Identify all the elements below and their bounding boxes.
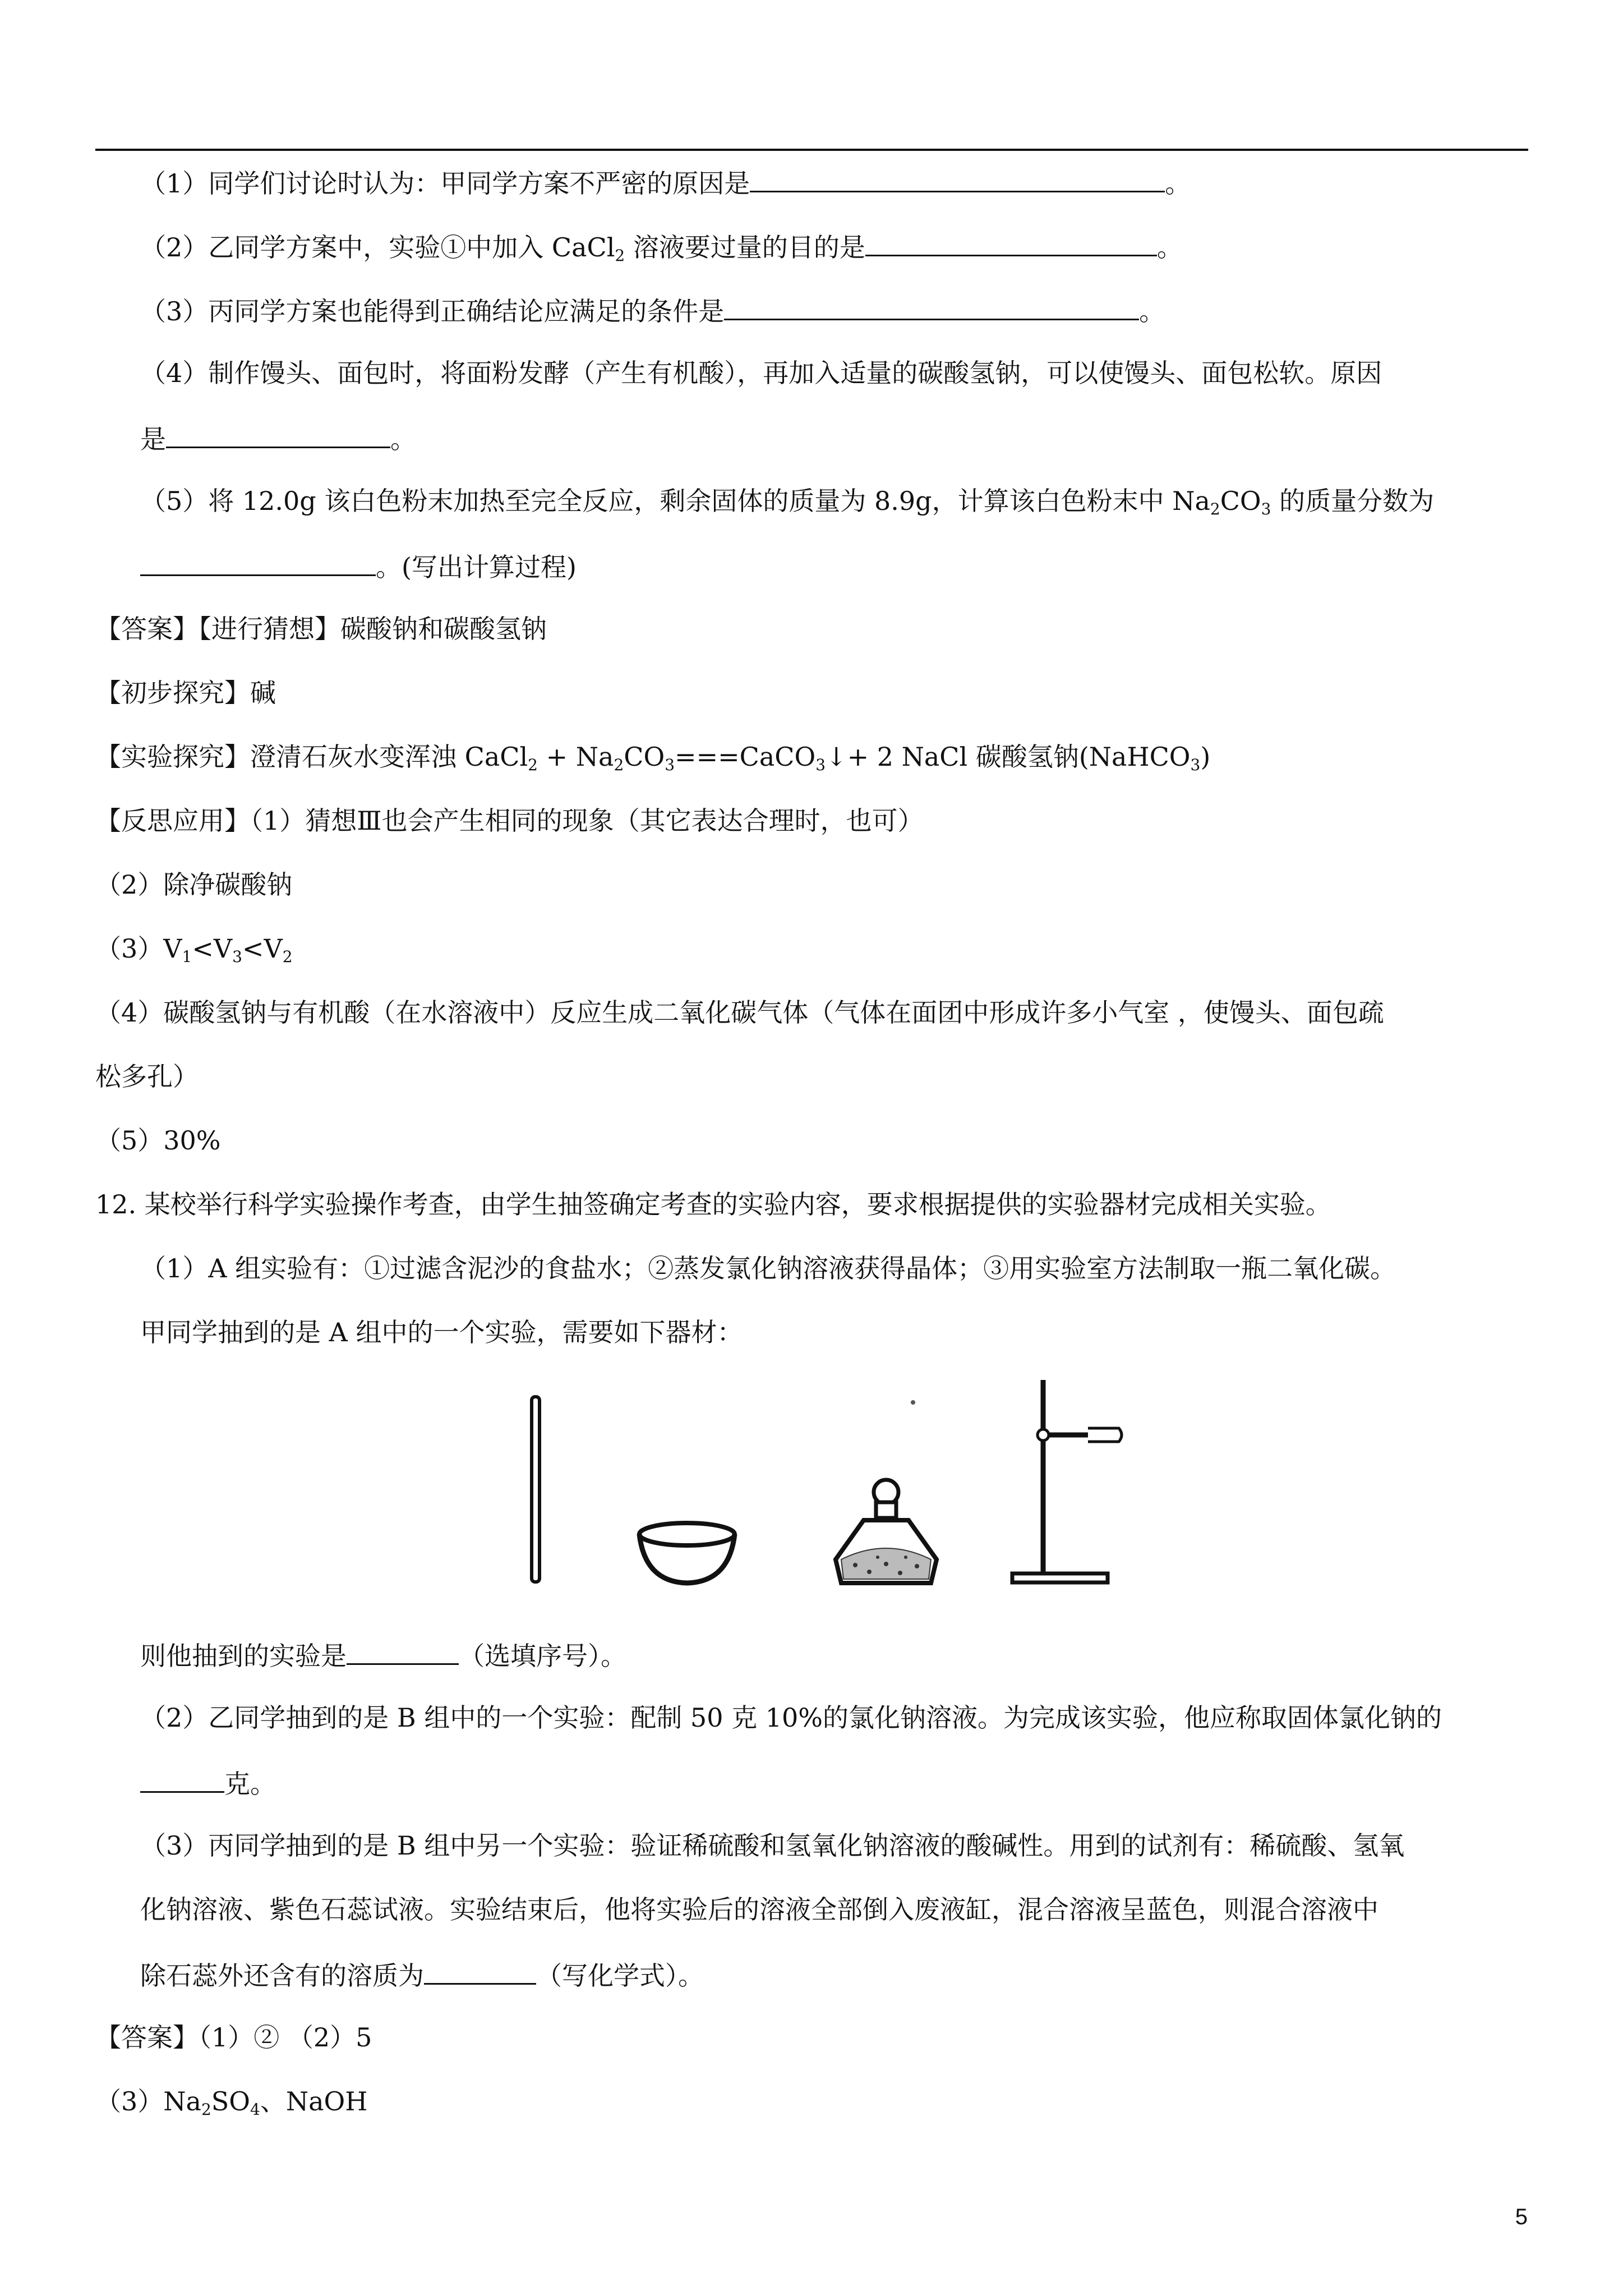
q11-answer-4-line1: （4）碳酸氢钠与有机酸（在水溶液中）反应生成二氧化碳气体（气体在面团中形成许多小气室 ，使馒头、面包疏 xyxy=(95,997,1384,1028)
q12-sub1-line1: （1）A 组实验有：①过滤含泥沙的食盐水；②蒸发氯化钠溶液获得晶体；③用实验室方法制取一瓶二氧化碳。 xyxy=(140,1253,1396,1283)
q11-answer-reflect: 【反思应用】（1）猜想Ⅲ也会产生相同的现象（其它表达合理时，也可） xyxy=(95,806,924,836)
q12-answer-line2: $(3)Na_2SO_4$、NaOH xyxy=(95,2086,368,2119)
answer-blank[interactable] xyxy=(750,168,1165,192)
answer-blank[interactable] xyxy=(140,1769,224,1793)
q11-answer-4-line2: 松多孔） xyxy=(95,1061,199,1092)
q12-sub1-line3: 则他抽到的实验是 （选填序号）。 xyxy=(140,1641,626,1671)
alcohol-lamp-icon xyxy=(836,1480,937,1583)
answer-blank[interactable] xyxy=(166,424,390,448)
q12-sub3-line3: 除石蕊外还含有的溶质为 （写化学式）。 xyxy=(140,1961,704,1991)
q11-answer-2: （2）除净碳酸钠 xyxy=(95,869,293,900)
q12-sub2-line2: 克。 xyxy=(140,1769,276,1797)
iron-stand-icon xyxy=(1012,1380,1122,1582)
q12-answer-line1: 【答案】（1）② （2）5 xyxy=(95,2022,372,2053)
stray-dot xyxy=(911,1400,915,1405)
q12-sub3-line2: 化钠溶液、紫色石蕊试液。实验结束后，他将实验后的溶液全部倒入废液缸，混合溶液呈蓝色，则混合溶液中 xyxy=(140,1894,1378,1925)
evaporating-dish-icon xyxy=(639,1523,735,1583)
q11-sub4-line2: 是 。 xyxy=(140,424,416,454)
q11-sub3: （3）丙同学方案也能得到正确结论应满足的条件是 。 xyxy=(140,296,1165,326)
answer-blank[interactable] xyxy=(347,1641,459,1665)
q11-answer-experiment: 【实验探究】澄清石灰水变浑浊 CaCl$_2$ + $Na_2CO_3===CaCO_3↓+ 2$ NaCl 碳酸氢钠(NaHCO$_3$) xyxy=(95,742,1211,774)
glass-rod-icon xyxy=(532,1397,540,1582)
q11-sub5-line1: （5）将 12.0g 该白色粉末加热至完全反应，剩余固体的质量为 8.9g，计算该白色粉末中 $Na_2CO_3$ 的质量分数为 xyxy=(140,486,1435,518)
answer-blank[interactable] xyxy=(424,1961,536,1985)
page-number: 5 xyxy=(1515,2205,1528,2229)
answer-blank[interactable] xyxy=(724,296,1139,320)
q11-sub2: （2）乙同学方案中，实验①中加入 CaCl$_2$ 溶液要过量的目的是 。 xyxy=(140,232,1183,265)
q11-sub1: （1）同学们讨论时认为：甲同学方案不严密的原因是 。 xyxy=(140,168,1191,199)
answer-blank[interactable] xyxy=(140,552,376,576)
q11-answer-5: （5）30% xyxy=(95,1125,221,1156)
q12-sub3-line1: （3）丙同学抽到的是 B 组中另一个实验：验证稀硫酸和氢氧化钠溶液的酸碱性。用到的试剂有：稀硫酸、氢氧 xyxy=(140,1830,1405,1861)
q11-answer-initial: 【初步探究】碱 xyxy=(95,678,276,708)
q12-stem: 12. 某校举行科学实验操作考查，由学生抽签确定考查的实验内容，要求根据提供的实验器材完成相关实验。 xyxy=(95,1189,1331,1220)
q11-sub5-line2: 。(写出计算过程) xyxy=(140,552,577,580)
q11-answer-guess: 【答案】【进行猜想】碳酸钠和碳酸氢钠 xyxy=(95,614,547,644)
apparatus-figure xyxy=(505,1363,1178,1616)
answer-blank[interactable] xyxy=(865,232,1157,256)
q11-sub4-line1: （4）制作馒头、面包时，将面粉发酵（产生有机酸），再加入适量的碳酸氢钠，可以使馒头、面包松软。原因 xyxy=(140,358,1382,388)
q12-sub2-line1: （2）乙同学抽到的是 B 组中的一个实验：配制 50 克 10%的氯化钠溶液。为完成该实验，他应称取固体氯化钠的 xyxy=(140,1703,1442,1733)
q11-answer-3: $(3)V_1<V_3<V_2$ xyxy=(95,933,293,966)
q12-sub1-line2: 甲同学抽到的是 A 组中的一个实验，需要如下器材： xyxy=(140,1317,743,1347)
header-rule xyxy=(95,149,1528,151)
